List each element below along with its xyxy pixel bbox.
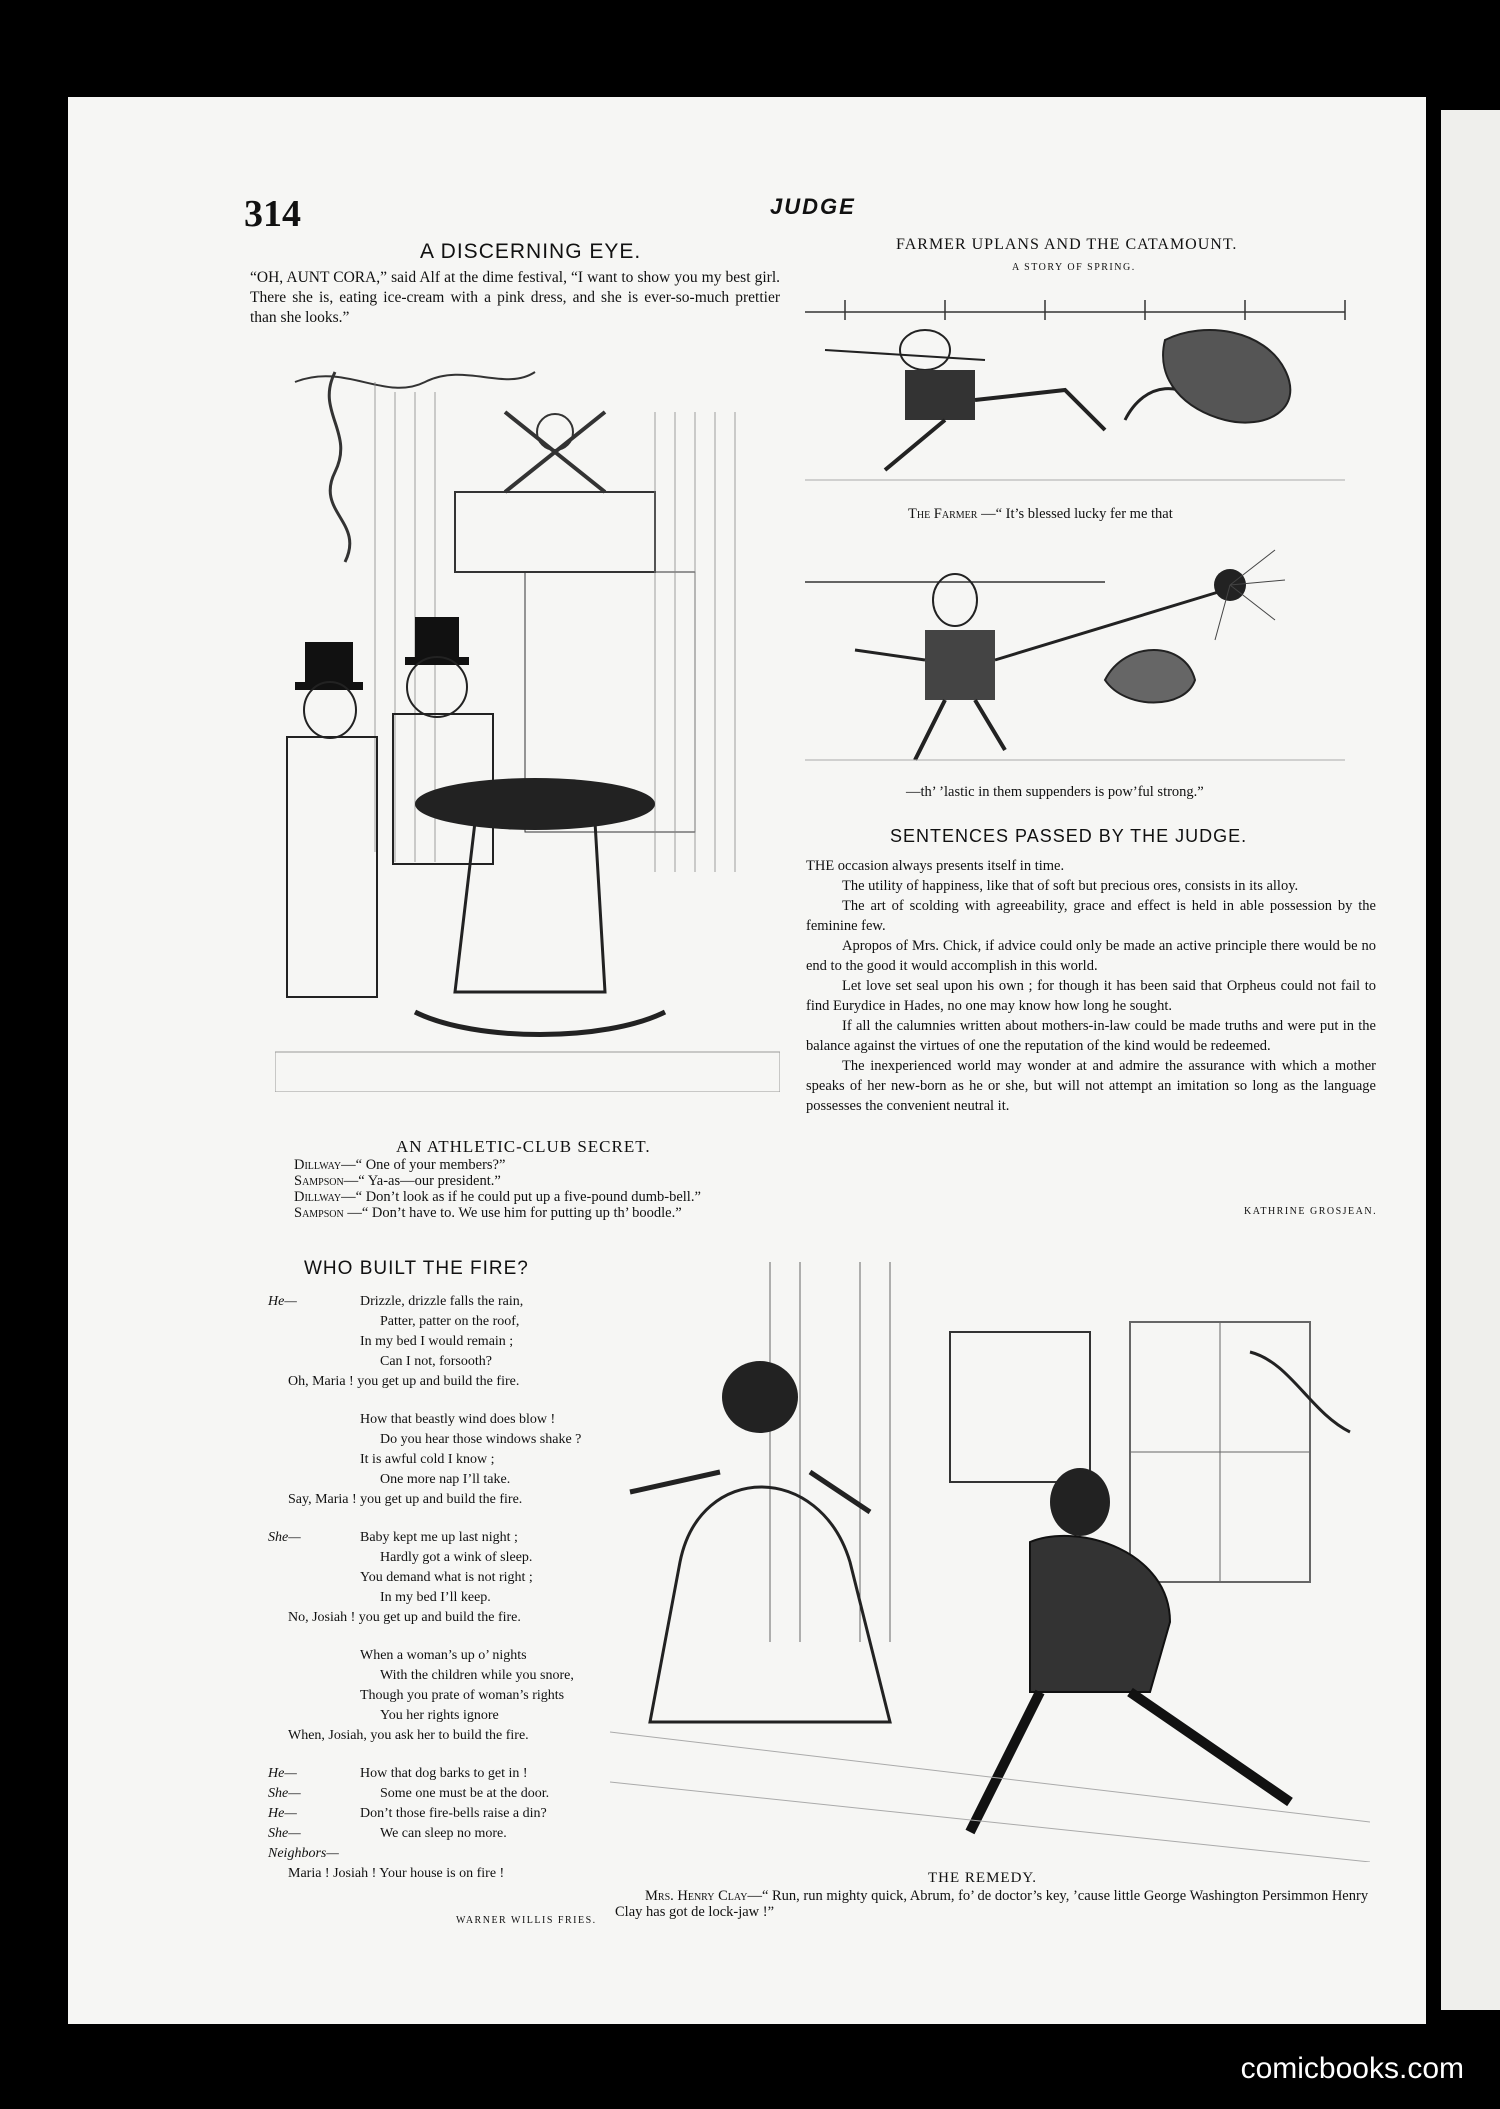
poem-line — [268, 1764, 608, 1784]
dialogue-line: Sampson—“ Ya-as—our president.” — [294, 1173, 501, 1189]
poem-text: Maria ! Josiah ! Your house is on fire ! — [288, 1866, 505, 1881]
poem-text: In my bed I’ll keep. — [380, 1590, 491, 1605]
poem-speaker — [268, 1646, 330, 1666]
poem-text: Say, Maria ! you get up and build the fire. — [288, 1492, 523, 1507]
poem-line — [268, 1430, 608, 1450]
poem-speaker: She— — [268, 1530, 301, 1545]
poem-text: Hardly got a wink of sleep. — [380, 1550, 533, 1565]
poem-text — [268, 1392, 288, 1410]
poem-line — [268, 1824, 608, 1844]
sentence-paragraph: If all the calumnies written about mothers-in-law could be made truths and were put in the balance against the virtues of one the reputation of the kind would be redeemed. — [806, 1018, 1376, 1054]
discerning-eye-body: “OH, AUNT CORA,” said Alf at the dime festival, “I want to show you my best girl. There she is, eating ice-cream with a pink dress, and she is ever-so-much prettier than she looks.” — [250, 269, 780, 326]
poem-line — [268, 1864, 608, 1884]
poem-text: You her rights ignore — [380, 1708, 499, 1723]
poem-line — [268, 1490, 608, 1510]
poem-speaker: He— — [268, 1806, 297, 1821]
poem-text: Though you prate of woman’s rights — [360, 1688, 565, 1703]
masthead: JUDGE — [770, 194, 856, 219]
poem-speaker: Neighbors— — [268, 1846, 339, 1861]
sentence-paragraph: Apropos of Mrs. Chick, if advice could only be made an active principle there would be no end to the good it would accomplish in this world. — [806, 938, 1376, 974]
poem-text: Don’t those fire-bells raise a din? — [360, 1806, 547, 1821]
poem-speaker — [268, 1332, 330, 1352]
poem-line — [268, 1628, 608, 1646]
poem-text: With the children while you snore, — [380, 1668, 574, 1683]
poem-text: One more nap I’ll take. — [380, 1472, 511, 1487]
poem-speaker — [268, 1312, 330, 1332]
dialogue-line: Sampson —“ Don’t have to. We use him for putting up th’ boodle.” — [294, 1205, 682, 1221]
sentence-paragraph: Let love set seal upon his own ; for though it has been said that Orpheus could not fail to find Eurydice in Hades, no one may know how long he sought. — [806, 978, 1376, 1014]
poem-line — [268, 1726, 608, 1746]
poem-line — [268, 1392, 608, 1410]
poem-line — [268, 1784, 608, 1804]
poem-text: When a woman’s up o’ nights — [360, 1648, 527, 1663]
poem-text — [268, 1746, 288, 1764]
sentence-paragraph: The utility of happiness, like that of soft but precious ores, consists in its alloy. — [842, 878, 1299, 894]
poem-speaker — [268, 1706, 330, 1726]
farmer-caption-2: —th’ ’lastic in them suppenders is pow’ful strong.” — [906, 784, 1204, 800]
fire-title: WHO BUILT THE FIRE? — [304, 1258, 529, 1279]
poem-text — [268, 1510, 288, 1528]
poem-speaker — [268, 1686, 330, 1706]
farmer-illustration-1 — [805, 280, 1355, 500]
poem-speaker — [268, 1666, 330, 1686]
sentences-title: SENTENCES PASSED BY THE JUDGE. — [890, 826, 1248, 846]
remedy-caption: Mrs. Henry Clay—“ Run, run mighty quick, Abrum, fo’ de doctor’s key, ’cause little George Washington Persimmon Henry Clay has got de lock-jaw !” — [615, 1888, 1369, 1920]
poem-line — [268, 1804, 608, 1824]
fire-poem — [268, 1292, 608, 1884]
farmer-title: FARMER UPLANS AND THE CATAMOUNT. — [896, 236, 1238, 253]
poem-line — [268, 1332, 608, 1352]
poem-speaker: She— — [268, 1786, 301, 1801]
poem-line — [268, 1568, 608, 1588]
poem-text: Can I not, forsooth? — [380, 1354, 492, 1369]
farmer-caption-1: The Farmer —“ It’s blessed lucky fer me that — [908, 506, 1173, 522]
poem-text: Drizzle, drizzle falls the rain, — [360, 1294, 524, 1309]
poem-text: Do you hear those windows shake ? — [380, 1432, 582, 1447]
athletic-club-title: AN ATHLETIC-CLUB SECRET. — [396, 1137, 651, 1156]
poem-speaker — [268, 1430, 330, 1450]
poem-line — [268, 1588, 608, 1608]
poem-speaker — [268, 1450, 330, 1470]
poem-speaker — [268, 1352, 330, 1372]
poem-text: In my bed I would remain ; — [360, 1334, 514, 1349]
poem-line — [268, 1646, 608, 1666]
poem-text: You demand what is not right ; — [360, 1570, 533, 1585]
farmer-illustration-2 — [805, 540, 1355, 780]
poem-speaker: She— — [268, 1826, 301, 1841]
poem-speaker — [268, 1588, 330, 1608]
remedy-illustration — [610, 1262, 1370, 1862]
poem-text: Some one must be at the door. — [380, 1786, 550, 1801]
poem-line — [268, 1510, 608, 1528]
facing-page-edge — [1441, 110, 1500, 2010]
dialogue-line: Dillway—“ Don’t look as if he could put up a five-pound dumb-bell.” — [294, 1189, 701, 1205]
poem-line — [268, 1686, 608, 1706]
poem-line — [268, 1450, 608, 1470]
poem-text: It is awful cold I know ; — [360, 1452, 495, 1467]
page-number: 314 — [244, 193, 301, 235]
poem-text: Baby kept me up last night ; — [360, 1530, 518, 1545]
poem-text: Oh, Maria ! you get up and build the fire. — [288, 1374, 520, 1389]
sentences-author: KATHRINE GROSJEAN. — [1244, 1206, 1378, 1217]
poem-line — [268, 1844, 608, 1864]
site-credit: comicbooks.com — [1240, 2052, 1464, 2085]
poem-speaker — [268, 1410, 330, 1430]
poem-text: Patter, patter on the roof, — [380, 1314, 520, 1329]
poem-text: How that dog barks to get in ! — [360, 1766, 528, 1781]
sentence-paragraph: The inexperienced world may wonder at and admire the assurance with which a mother speaks of her new-born as he or she, but will not attempt an imitation so long as the language possesses the convenient neutral it. — [806, 1058, 1376, 1114]
dialogue-line: Dillway—“ One of your members?” — [294, 1157, 506, 1173]
athletic-club-dialogue — [294, 1157, 794, 1221]
poem-line — [268, 1608, 608, 1628]
poem-speaker — [268, 1568, 330, 1588]
poem-text: No, Josiah ! you get up and build the fire. — [288, 1610, 521, 1625]
sentence-paragraph: The art of scolding with agreeability, grace and effect is held in able possession by the feminine few. — [806, 898, 1376, 934]
remedy-title: THE REMEDY. — [928, 1870, 1038, 1886]
poem-text — [268, 1628, 288, 1646]
poem-line — [268, 1352, 608, 1372]
poem-speaker — [268, 1470, 330, 1490]
poem-text: How that beastly wind does blow ! — [360, 1412, 556, 1427]
poem-line — [268, 1706, 608, 1726]
poem-speaker: He— — [268, 1294, 297, 1309]
poem-speaker: He— — [268, 1766, 297, 1781]
poem-text: When, Josiah, you ask her to build the fire. — [288, 1728, 529, 1743]
poem-line — [268, 1666, 608, 1686]
poem-text: We can sleep no more. — [380, 1826, 507, 1841]
poem-line — [268, 1372, 608, 1392]
poem-line — [268, 1312, 608, 1332]
athletic-club-illustration — [275, 352, 780, 1092]
poem-line — [268, 1470, 608, 1490]
poem-line — [268, 1746, 608, 1764]
poem-line — [268, 1410, 608, 1430]
sentence-paragraph: THE occasion always presents itself in time. — [806, 858, 1065, 874]
poem-line — [268, 1292, 608, 1312]
fire-author: WARNER WILLIS FRIES. — [456, 1915, 597, 1926]
sentences-body — [806, 856, 1376, 1116]
discerning-eye-title: A DISCERNING EYE. — [420, 240, 642, 263]
poem-line — [268, 1548, 608, 1568]
poem-speaker — [268, 1548, 330, 1568]
farmer-subtitle: A STORY OF SPRING. — [1012, 262, 1136, 273]
poem-line — [268, 1528, 608, 1548]
